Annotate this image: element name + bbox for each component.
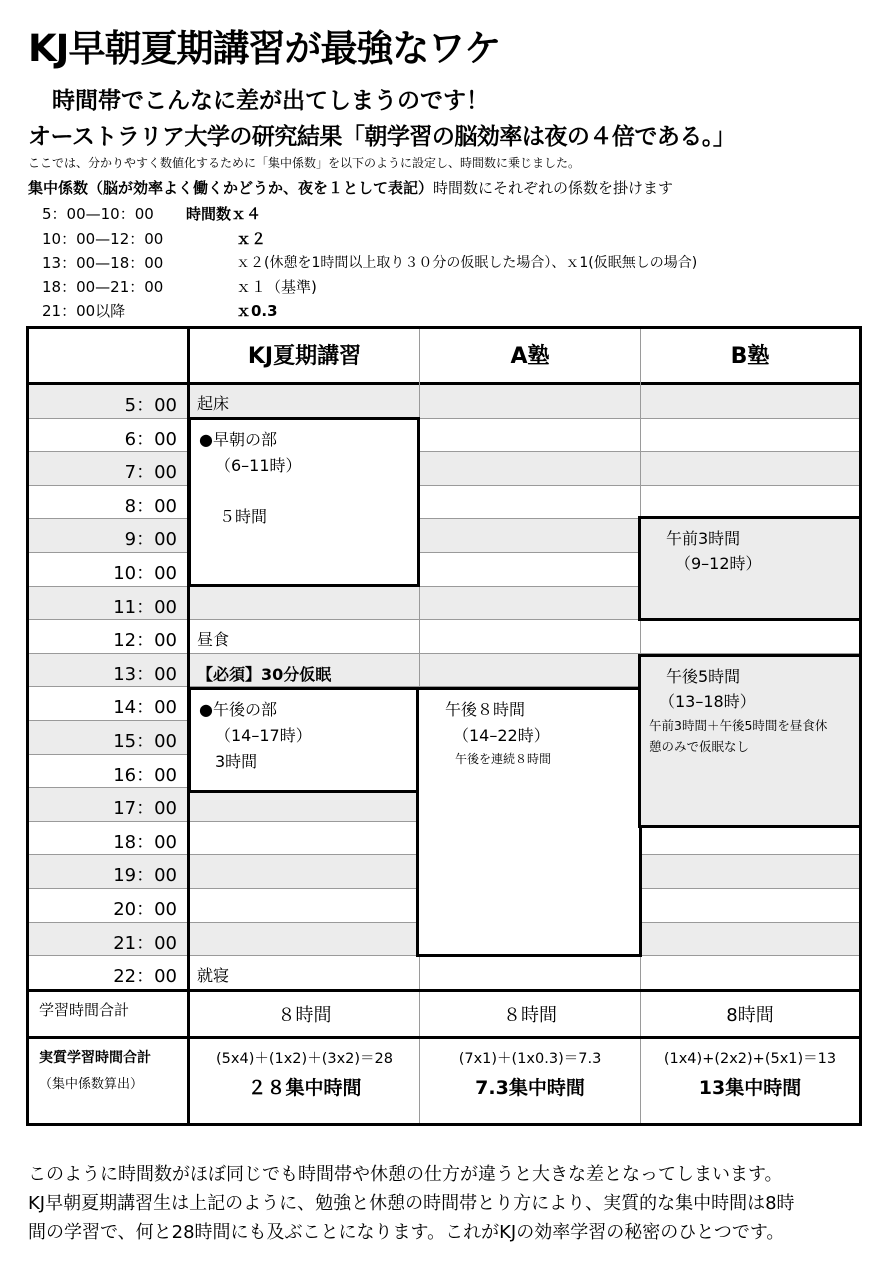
header-divider [29,382,859,385]
kj-afternoon-title: ●午後の部 [199,700,277,719]
time-label: 18：00 [113,831,177,853]
result-kj: ２８集中時間 [247,1077,362,1099]
time-label: 17：00 [113,798,177,820]
kj-nap: 【必須】30分仮眠 [197,665,332,684]
rate-time-2: 10：00—12：00 [42,230,164,248]
result-a: 7.3集中時間 [475,1077,585,1099]
total-b: 8時間 [726,1005,774,1026]
b-pm-title: 午後5時間 [666,667,741,686]
time-label: 16：00 [113,764,177,786]
time-label: 10：00 [113,563,177,584]
time-label: 14：00 [113,697,177,719]
footer-line-1: このように時間数がほぼ同じでも時間帯や休憩の仕方が違うと大きな差となってしまいます。 [28,1164,783,1185]
page-title: KJ早朝夏期講習が最強なワケ [28,27,501,70]
time-label: 6：00 [124,428,177,450]
kj-afternoon-hours: 3時間 [215,752,258,771]
a-title: 午後８時間 [445,700,526,719]
coefficient-heading-rest: 時間数にそれぞれの係数を掛けます [433,179,674,197]
footer-line-2: KJ早朝夏期講習生は上記のように、勉強と休憩の時間帯とり方により、実質的な集中時間は8時 [28,1193,795,1214]
time-label: 15：00 [113,731,177,752]
rate-value-2: ｘ２ [236,230,267,248]
time-label: 19：00 [113,865,177,887]
rate-time-3: 13：00—18：00 [42,254,164,272]
rate-value-4: ｘ１（基準) [236,278,317,296]
time-label: 22：00 [113,966,177,988]
rate-time-1: 5：00—10：00 [42,205,154,223]
kj-morning-title: ●早朝の部 [199,430,277,449]
time-label: 21：00 [113,932,177,954]
rate-time-4: 18：00—21：00 [42,278,164,296]
effective-label: 実質学習時間合計 [39,1050,151,1066]
kj-afternoon-range: （14–17時） [215,726,312,745]
time-label: 12：00 [113,630,177,652]
rate-value-5: ｘ0.3 [236,302,278,320]
footer-line-3: 間の学習で、何と28時間にも及ぶことになります。これがKJの効率学習の秘密のひとつです。 [28,1222,785,1243]
effective-sublabel: （集中係数算出） [39,1077,144,1092]
time-label: 5：00 [124,395,177,416]
coefficient-heading [28,177,673,198]
formula-b: (1x4)+(2x2)+(5x1)＝13 [663,1051,837,1067]
time-label: 7：00 [124,462,177,484]
formula-kj: (5x4)＋(1x2)＋(3x2)＝28 [216,1051,393,1067]
kj-lunch: 昼食 [197,630,230,649]
subtitle-1: 時間帯でこんなに差が出てしまうのです！ [52,88,489,114]
time-label: 9：00 [124,529,177,551]
a-range: （14–22時） [453,726,550,745]
b-pm-note-1: 午前3時間＋午後5時間を昼食休 [649,718,828,733]
totals-divider [29,989,859,992]
header-a: A塾 [510,344,550,369]
coefficient-heading-bold: 集中係数（脳が効率よく働くかどうか、夜を１として表記） [28,179,434,197]
result-b: 13集中時間 [698,1077,802,1099]
total-kj: ８時間 [277,1005,332,1026]
kj-morning-hours: ５時間 [219,507,268,526]
header-kj: KJ夏期講習 [247,344,362,369]
header-b: B塾 [730,344,770,369]
a-note: 午後を連続８時間 [455,752,552,766]
kj-sleep: 就寝 [197,966,230,985]
time-label: 13：00 [113,663,177,685]
time-label: 11：00 [113,596,177,618]
kj-wake: 起床 [197,394,230,413]
subtitle-2: オーストラリア大学の研究結果「朝学習の脳効率は夜の４倍である。」 [28,124,736,150]
b-am-title: 午前3時間 [666,529,741,548]
schedule-table [26,326,862,1126]
b-pm-note-2: 憩のみで仮眠なし [649,739,750,754]
total-label: 学習時間合計 [39,1001,130,1019]
rate-value-1: 時間数ｘ４ [186,205,262,223]
rate-value-3: ｘ２(休憩を1時間以上取り３０分の仮眠した場合）、ｘ1(仮眠無しの場合) [236,255,698,271]
kj-morning-range: （6–11時） [215,456,302,475]
total-a: ８時間 [503,1005,557,1026]
b-pm-range: （13–18時） [659,692,756,711]
time-label: 8：00 [124,495,177,517]
effective-divider [29,1036,859,1039]
b-am-range: （9–12時） [675,554,762,573]
formula-a: (7x1)＋(1x0.3)＝7.3 [458,1051,602,1067]
explanation-note: ここでは、分かりやすく数値化するために「集中係数」を以下のように設定し、時間数に乗じました。 [28,156,581,170]
time-label: 20：00 [113,899,177,920]
rate-time-5: 21：00以降 [42,302,126,320]
